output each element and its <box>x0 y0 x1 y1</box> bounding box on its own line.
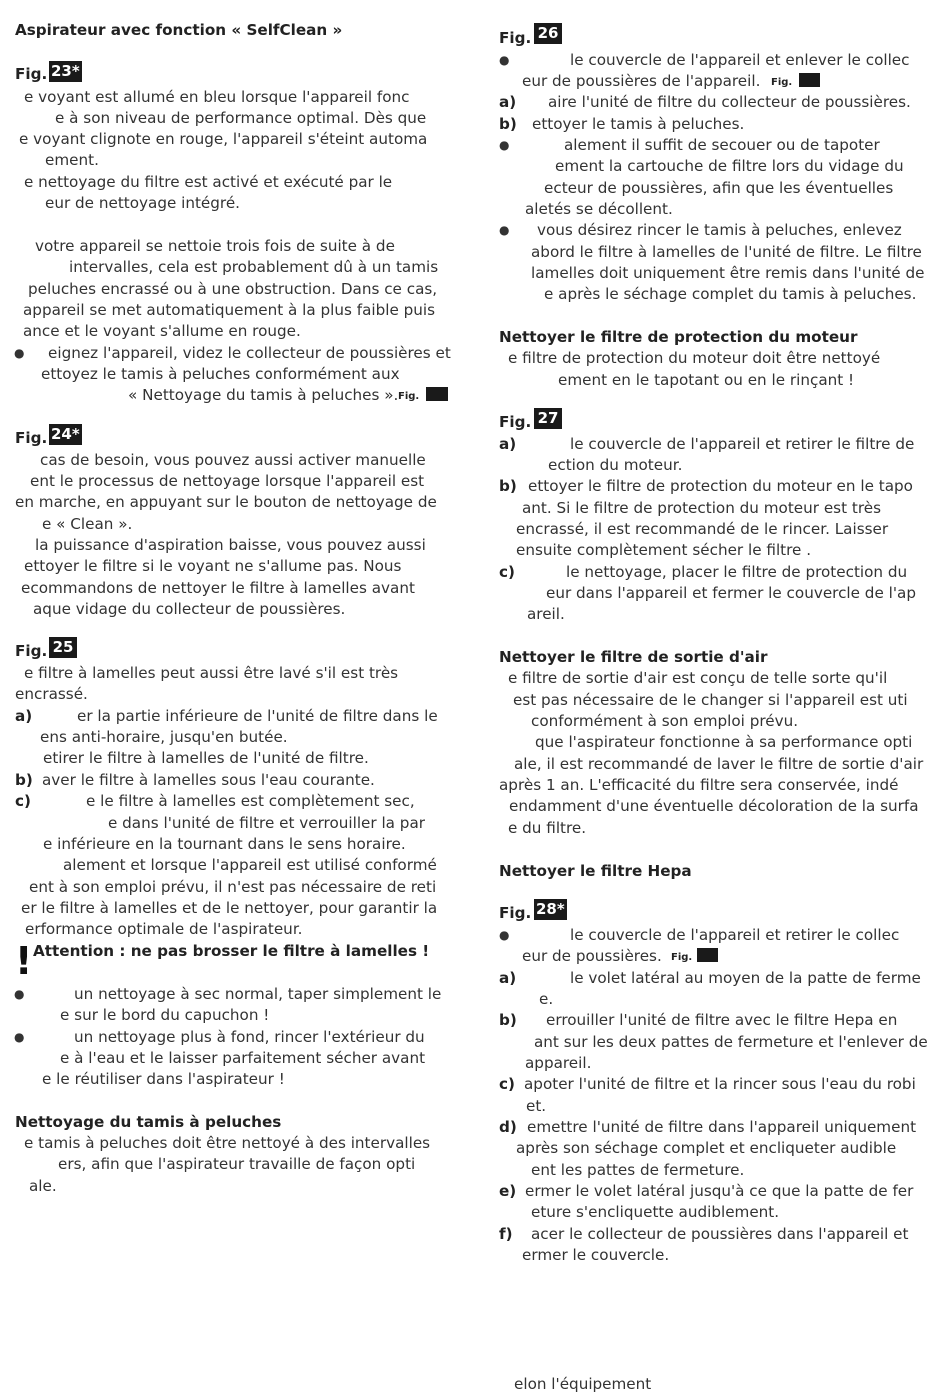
warning-icon: ! <box>15 939 33 983</box>
text-line: conformément à son emploi prévu. <box>531 712 799 730</box>
fig25-label: Fig. <box>15 642 48 660</box>
text-line: aire l'unité de filtre du collecteur de poussières. <box>548 93 911 111</box>
text-line: eur de poussières de l'appareil. <box>522 72 761 90</box>
text-line: e à son niveau de performance optimal. Dès que <box>55 109 427 127</box>
step-marker: a) <box>499 93 517 111</box>
text-line: e après le séchage complet du tamis à peluches. <box>544 285 917 303</box>
section-heading-selfclean: Aspirateur avec fonction « SelfClean » <box>15 21 343 39</box>
text-line: ement. <box>45 151 99 169</box>
text-line: ale, il est recommandé de laver le filtre de sortie d'air <box>514 755 924 773</box>
text-line: ance et le voyant s'allume en rouge. <box>23 322 301 340</box>
text-line: e filtre de protection du moteur doit être nettoyé <box>508 349 881 367</box>
text-line: le volet latéral au moyen de la patte de ferme <box>570 969 921 987</box>
fig25-badge: 25 <box>49 637 77 658</box>
text-line: etirer le filtre à lamelles de l'unité de filtre. <box>43 749 369 767</box>
text-line: ant sur les deux pattes de fermeture et l'enlever de <box>534 1033 928 1051</box>
text-line: aver le filtre à lamelles sous l'eau courante. <box>42 771 375 789</box>
step-marker: a) <box>15 707 33 725</box>
text-line: ens anti-horaire, jusqu'en butée. <box>40 728 288 746</box>
bullet-icon: ● <box>14 346 25 360</box>
bullet-icon: ● <box>499 53 510 67</box>
text-line: abord le filtre à lamelles de l'unité de filtre. Le filtre <box>531 243 922 261</box>
text-line: e sur le bord du capuchon ! <box>60 1006 270 1024</box>
text-line: appareil. <box>525 1054 592 1072</box>
text-line: le couvercle de l'appareil et retirer le filtre de <box>570 435 915 453</box>
section-heading-moteur: Nettoyer le filtre de protection du moteur <box>499 328 858 346</box>
bullet-icon: ● <box>14 1030 25 1044</box>
section-heading-tamis: Nettoyage du tamis à peluches <box>15 1113 282 1131</box>
text-line: errouiller l'unité de filtre avec le filtre Hepa en <box>546 1011 898 1029</box>
text-line: eture s'encliquette audiblement. <box>531 1203 780 1221</box>
fig24-badge: 24* <box>51 425 80 443</box>
text-line: eur de nettoyage intégré. <box>45 194 240 212</box>
step-marker: a) <box>499 969 517 987</box>
text-line: après 1 an. L'efficacité du filtre sera conservée, indé <box>499 776 899 794</box>
section-heading-sortie: Nettoyer le filtre de sortie d'air <box>499 648 768 666</box>
step-marker: b) <box>499 115 517 133</box>
text-line: que l'aspirateur fonctionne à sa performance opti <box>535 733 913 751</box>
text-line: e du filtre. <box>508 819 587 837</box>
warning-text: Attention : ne pas brosser le filtre à lamelles ! <box>33 942 430 960</box>
fig26-label: Fig. <box>499 29 532 47</box>
text-line: areil. <box>527 605 565 623</box>
text-line: e voyant est allumé en bleu lorsque l'appareil fonc <box>24 88 410 106</box>
step-marker: c) <box>15 792 31 810</box>
text-line: peluches encrassé ou à une obstruction. Dans ce cas, <box>28 280 438 298</box>
fig28-label: Fig. <box>499 904 532 922</box>
text-line: emettre l'unité de filtre dans l'appareil uniquement <box>527 1118 917 1136</box>
step-marker: f) <box>499 1225 513 1243</box>
text-line: appareil se met automatiquement à la plus faible puis <box>23 301 436 319</box>
text-line: ettoyer le tamis à peluches. <box>532 115 745 133</box>
fig-ref-box <box>426 387 448 401</box>
text-line: eur dans l'appareil et fermer le couvercle de l'ap <box>546 584 916 602</box>
text-line: un nettoyage à sec normal, taper simplement le <box>74 985 442 1003</box>
text-line: ettoyer le filtre de protection du moteur en le tapo <box>528 477 913 495</box>
fig-ref-label: Fig. <box>771 77 793 88</box>
text-line: er le filtre à lamelles et de le nettoyer, pour garantir la <box>21 899 438 917</box>
text-line: e. <box>539 990 554 1008</box>
text-line: e voyant clignote en rouge, l'appareil s'éteint automa <box>19 130 428 148</box>
text-line: e inférieure en la tournant dans le sens horaire. <box>43 835 406 853</box>
text-line: er la partie inférieure de l'unité de filtre dans le <box>77 707 438 725</box>
text-line: ement en le tapotant ou en le rinçant ! <box>558 371 855 389</box>
text-line: intervalles, cela est probablement dû à un tamis <box>69 258 439 276</box>
fig27-label: Fig. <box>499 413 532 431</box>
text-line: eur de poussières. <box>522 947 662 965</box>
text-line: erformance optimale de l'aspirateur. <box>25 920 303 938</box>
text-line: et. <box>526 1097 547 1115</box>
text-line: ettoyer le filtre si le voyant ne s'allume pas. Nous <box>24 557 402 575</box>
text-line: ale. <box>29 1177 57 1195</box>
step-marker: a) <box>499 435 517 453</box>
text-line: ers, afin que l'aspirateur travaille de façon opti <box>58 1155 416 1173</box>
fig26-badge: 26 <box>534 23 562 44</box>
text-line: ent le processus de nettoyage lorsque l'appareil est <box>30 472 425 490</box>
text-line: vous désirez rincer le tamis à peluches, enlevez <box>537 221 902 239</box>
fig23-label: Fig. <box>15 65 48 83</box>
fig28-badge: 28* <box>536 900 565 918</box>
text-line: acer le collecteur de poussières dans l'appareil et <box>531 1225 909 1243</box>
text-line: aletés se décollent. <box>525 200 673 218</box>
text-line: eignez l'appareil, videz le collecteur de poussières et <box>48 344 451 362</box>
text-line: e filtre à lamelles peut aussi être lavé s'il est très <box>24 664 399 682</box>
text-line: ement la cartouche de filtre lors du vidage du <box>555 157 904 175</box>
text-line: le couvercle de l'appareil et enlever le collec <box>570 51 910 69</box>
step-marker: c) <box>499 1075 515 1093</box>
fig24-label: Fig. <box>15 429 48 447</box>
fig-ref-label: Fig. <box>398 391 420 402</box>
section-heading-hepa: Nettoyer le filtre Hepa <box>499 862 692 880</box>
text-line: ecommandons de nettoyer le filtre à lamelles avant <box>21 579 415 597</box>
text-line: ant. Si le filtre de protection du moteur est très <box>522 499 882 517</box>
text-line: e à l'eau et le laisser parfaitement sécher avant <box>60 1049 426 1067</box>
text-line: ermer le couvercle. <box>522 1246 670 1264</box>
step-marker: b) <box>15 771 33 789</box>
text-line: un nettoyage plus à fond, rincer l'extérieur du <box>74 1028 425 1046</box>
text-line: « Nettoyage du tamis à peluches ». <box>128 386 399 404</box>
text-line: e nettoyage du filtre est activé et exécuté par le <box>24 173 393 191</box>
text-line: e tamis à peluches doit être nettoyé à des intervalles <box>24 1134 431 1152</box>
text-line: ettoyez le tamis à peluches conformément aux <box>41 365 400 383</box>
bullet-icon: ● <box>14 987 25 1001</box>
text-line: e filtre de sortie d'air est conçu de telle sorte qu'il <box>508 669 888 687</box>
fig-ref-box <box>697 948 718 962</box>
fig-ref-box <box>799 73 820 87</box>
step-marker: c) <box>499 563 515 581</box>
step-marker: b) <box>499 477 517 495</box>
step-marker: e) <box>499 1182 517 1200</box>
text-line: endamment d'une éventuelle décoloration de la surfa <box>509 797 919 815</box>
text-line: aque vidage du collecteur de poussières. <box>33 600 346 618</box>
text-line: lamelles doit uniquement être remis dans l'unité de <box>531 264 925 282</box>
fig-ref-label: Fig. <box>671 952 693 963</box>
text-line: le nettoyage, placer le filtre de protection du <box>566 563 908 581</box>
text-line: e « Clean ». <box>42 515 133 533</box>
bullet-icon: ● <box>499 928 510 942</box>
text-line: alement et lorsque l'appareil est utilisé conformé <box>63 856 437 874</box>
step-marker: b) <box>499 1011 517 1029</box>
text-line: e le filtre à lamelles est complètement sec, <box>86 792 415 810</box>
fig23-badge: 23* <box>51 62 80 80</box>
bullet-icon: ● <box>499 223 510 237</box>
text-line: encrassé. <box>15 685 88 703</box>
text-line: e le réutiliser dans l'aspirateur ! <box>42 1070 285 1088</box>
footer-note: elon l'équipement <box>514 1375 652 1393</box>
text-line: alement il suffit de secouer ou de tapoter <box>564 136 880 154</box>
bullet-icon: ● <box>499 138 510 152</box>
text-line: cas de besoin, vous pouvez aussi activer manuelle <box>40 451 426 469</box>
text-line: la puissance d'aspiration baisse, vous pouvez aussi <box>35 536 426 554</box>
text-line: après son séchage complet et encliqueter audible <box>516 1139 897 1157</box>
text-line: le couvercle de l'appareil et retirer le collec <box>570 926 900 944</box>
text-line: votre appareil se nettoie trois fois de suite à de <box>35 237 395 255</box>
text-line: ent à son emploi prévu, il n'est pas nécessaire de reti <box>29 878 437 896</box>
text-line: ermer le volet latéral jusqu'à ce que la patte de fer <box>525 1182 914 1200</box>
text-line: est pas nécessaire de le changer si l'appareil est uti <box>513 691 908 709</box>
text-line: ensuite complètement sécher le filtre . <box>516 541 812 559</box>
text-line: e dans l'unité de filtre et verrouiller la par <box>108 814 425 832</box>
text-line: en marche, en appuyant sur le bouton de nettoyage de <box>15 493 437 511</box>
text-line: ection du moteur. <box>548 456 683 474</box>
step-marker: d) <box>499 1118 517 1136</box>
text-line: ecteur de poussières, afin que les éventuelles <box>544 179 894 197</box>
text-line: ent les pattes de fermeture. <box>531 1161 745 1179</box>
fig27-badge: 27 <box>534 408 562 429</box>
text-line: apoter l'unité de filtre et la rincer sous l'eau du robi <box>524 1075 916 1093</box>
text-line: encrassé, il est recommandé de le rincer. Laisser <box>516 520 889 538</box>
